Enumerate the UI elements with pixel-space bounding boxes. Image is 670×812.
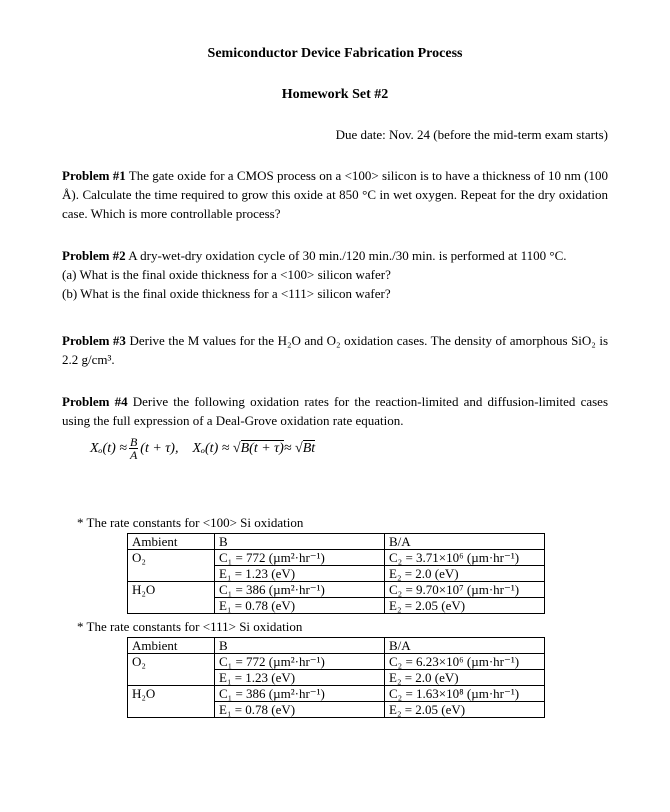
- deal-grove-equation: [90, 436, 315, 461]
- problem-text: Derive the following oxidation rates for the reaction-limited and diffusion-limited cases using the full expression of a Deal-Grove oxidation rate equation.: [62, 394, 609, 428]
- problem-4: [62, 392, 608, 430]
- due-date: Due date: Nov. 24 (before the mid-term exam starts): [335, 127, 608, 142]
- header-cell: Ambient: [128, 638, 215, 654]
- problem-part-b: (b) What is the final oxide thickness for a <111> silicon wafer?: [62, 286, 391, 301]
- problem-label: Problem #1: [62, 168, 126, 183]
- header-cell: B/A: [385, 534, 545, 550]
- table-cell: E₁ = 0.78 (eV): [215, 598, 385, 614]
- table-cell: E₁ = 1.23 (eV): [215, 670, 385, 686]
- table-cell: E₁ = 0.78 (eV): [215, 702, 385, 718]
- ambient-cell: H₂O: [128, 686, 215, 718]
- table-cell: C₂ = 1.63×10⁸ (µm·hr⁻¹): [385, 686, 545, 702]
- table-cell: C₁ = 772 (µm²·hr⁻¹): [215, 654, 385, 670]
- problem-text: The gate oxide for a CMOS process on a <100> silicon is to have a thickness of 10 nm (100 Å). Calculate the time required to grow this oxide at 850 °C in wet oxygen. Repeat for the dry oxidation case. Which is more controllable process?: [62, 168, 609, 221]
- eq-left: Xₒ(t) ≈: [90, 440, 127, 456]
- rate-constants-table-100: [127, 533, 545, 614]
- eq-left-tail: (t + τ),: [140, 440, 179, 456]
- table-cell: E₂ = 2.0 (eV): [385, 566, 545, 582]
- table-cell: C₂ = 3.71×10⁶ (µm·hr⁻¹): [385, 550, 545, 566]
- homework-title: Homework Set #2: [281, 87, 389, 102]
- eq-denominator: A: [129, 448, 138, 462]
- table-cell: E₁ = 1.23 (eV): [215, 566, 385, 582]
- table-row: [128, 654, 545, 670]
- eq-radicand: B(t + τ): [240, 441, 284, 456]
- table-row: [128, 582, 545, 598]
- table-cell: C₁ = 772 (µm²·hr⁻¹): [215, 550, 385, 566]
- ambient-cell: H₂O: [128, 582, 215, 614]
- eq-right: Xₒ(t) ≈ √: [192, 440, 241, 456]
- problem-text: A dry-wet-dry oxidation cycle of 30 min./120 min./30 min. is performed at 1100 °C.: [128, 248, 567, 263]
- problem-label: Problem #3: [62, 333, 126, 348]
- problem-2: [62, 246, 608, 303]
- header-cell: B: [215, 534, 385, 550]
- table-cell: E₂ = 2.0 (eV): [385, 670, 545, 686]
- eq-numerator: B: [129, 435, 138, 449]
- table-header-row: [128, 638, 545, 654]
- table-cell: E₂ = 2.05 (eV): [385, 702, 545, 718]
- eq-radicand-2: Bt: [302, 441, 316, 456]
- eq-right-mid: ≈ √: [283, 440, 303, 456]
- header-cell: B/A: [385, 638, 545, 654]
- table-cell: C₁ = 386 (µm²·hr⁻¹): [215, 686, 385, 702]
- table-header-row: [128, 534, 545, 550]
- eq-fraction: [129, 436, 138, 461]
- table-caption-100: * The rate constants for <100> Si oxidation: [77, 515, 304, 530]
- table-cell: E₂ = 2.05 (eV): [385, 598, 545, 614]
- problem-part-a: (a) What is the final oxide thickness for a <100> silicon wafer?: [62, 267, 391, 282]
- header-cell: Ambient: [128, 534, 215, 550]
- rate-constants-table-111: [127, 637, 545, 718]
- problem-1: [62, 166, 608, 223]
- ambient-cell: O₂: [128, 550, 215, 582]
- table-cell: C₂ = 6.23×10⁶ (µm·hr⁻¹): [385, 654, 545, 670]
- problem-text: Derive the M values for the H₂O and O₂ oxidation cases. The density of amorphous SiO₂ is 2.2 g/cm³.: [62, 333, 609, 367]
- table-row: [128, 686, 545, 702]
- problem-label: Problem #4: [62, 394, 128, 409]
- table-cell: C₁ = 386 (µm²·hr⁻¹): [215, 582, 385, 598]
- table-row: [128, 550, 545, 566]
- table-caption-111: * The rate constants for <111> Si oxidation: [77, 619, 303, 634]
- problem-label: Problem #2: [62, 248, 126, 263]
- problem-3: [62, 331, 608, 369]
- table-cell: C₂ = 9.70×10⁷ (µm·hr⁻¹): [385, 582, 545, 598]
- ambient-cell: O₂: [128, 654, 215, 686]
- header-cell: B: [215, 638, 385, 654]
- course-title: Semiconductor Device Fabrication Process: [207, 46, 463, 61]
